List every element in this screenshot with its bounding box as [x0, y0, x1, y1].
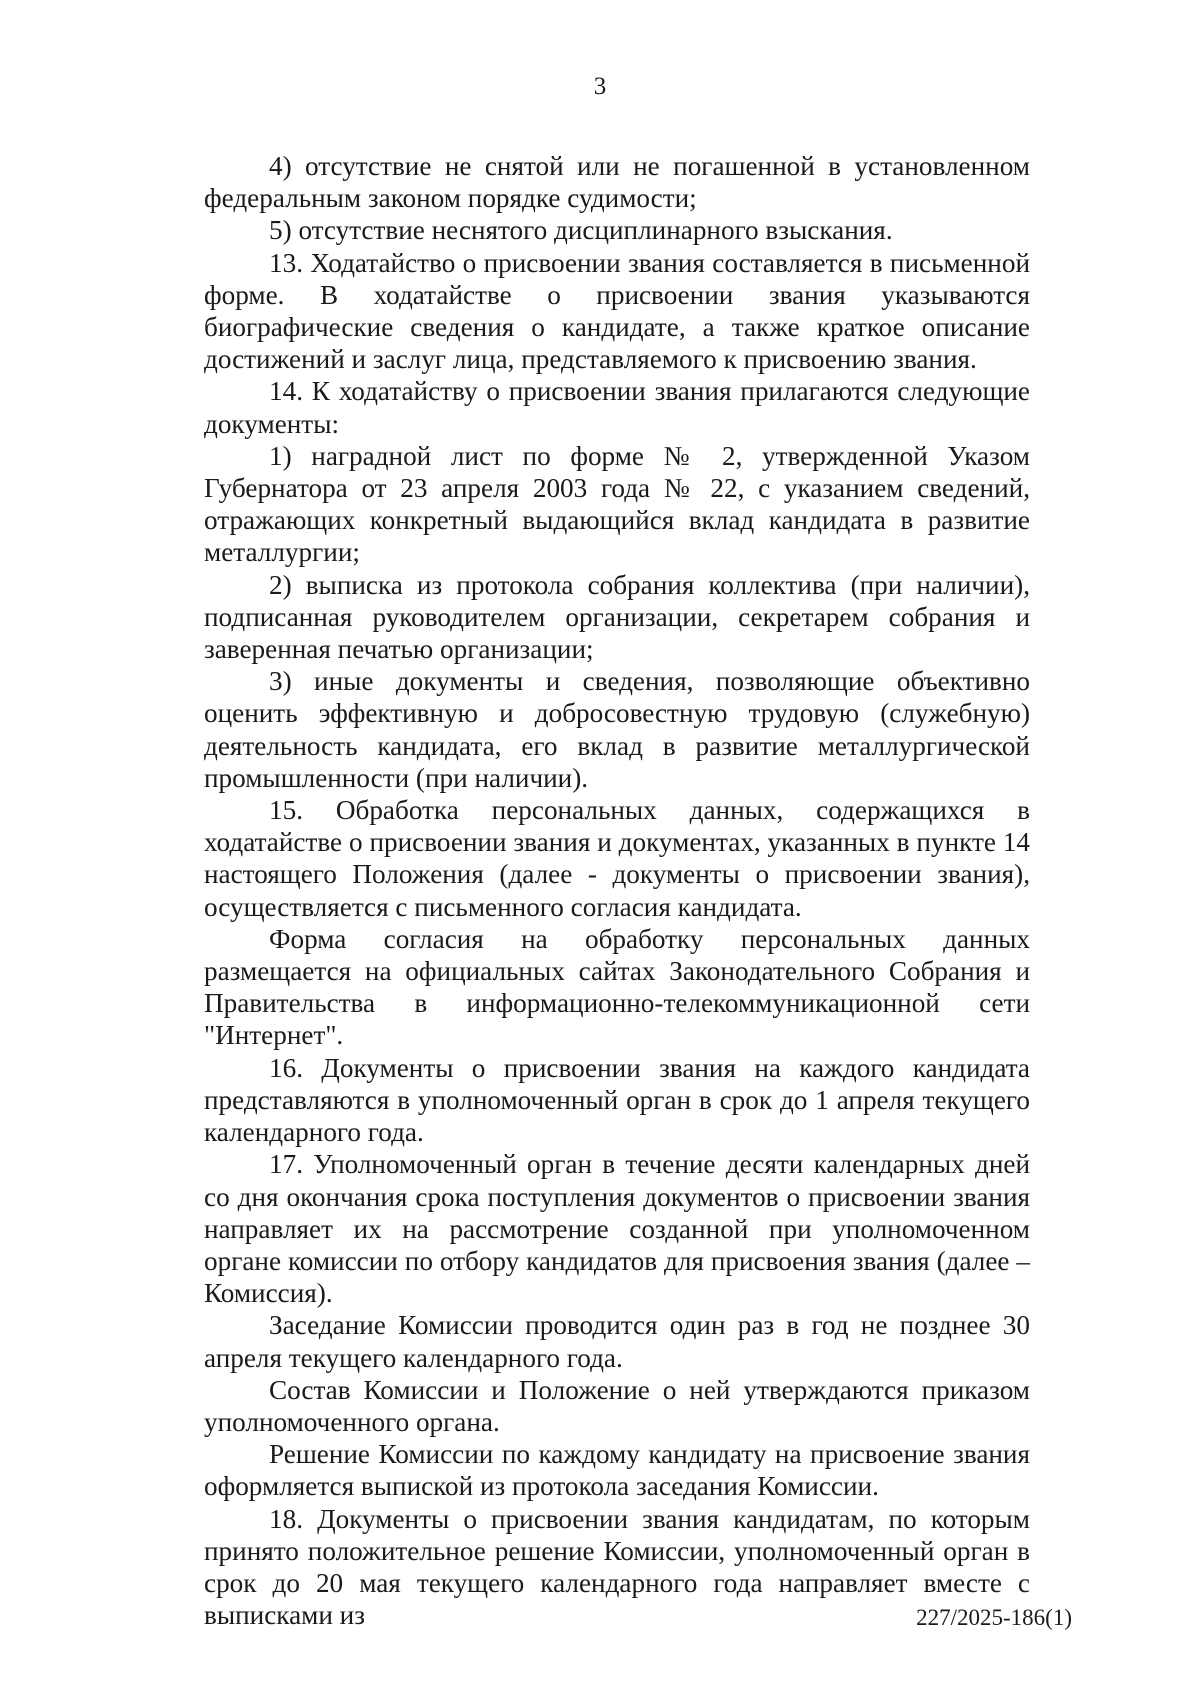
document-body: [204, 150, 1030, 1631]
paragraph-14: 14. К ходатайству о присвоении звания прилагаются следующие документы:: [204, 376, 1030, 439]
page-number: 3: [593, 73, 607, 100]
paragraph-item-5: 5) отсутствие неснятого дисциплинарного взыскания.: [269, 215, 893, 246]
paragraph-16: 16. Документы о присвоении звания на каждого кандидата представляются в уполномоченный орган в срок до 1 апреля текущего календарного года.: [204, 1052, 1030, 1148]
paragraph-18: 18. Документы о присвоении звания кандидатам, по которым принято положительное решение Комиссии, уполномоченный орган в срок до 20 мая текущего календарного года направляет вместе с выписками из: [204, 1503, 1030, 1631]
paragraph-17: 17. Уполномоченный орган в течение десяти календарных дней со дня окончания срока поступления документов о присвоении звания направляет их на рассмотрение созданной при уполномоченном органе комиссии по отбору кандидатов для присвоения звания (далее – Комиссия).: [204, 1149, 1030, 1309]
paragraph-17-meeting: Заседание Комиссии проводится один раз в год не позднее 30 апреля текущего календарного года.: [204, 1310, 1030, 1373]
paragraph-15-consent-form: Форма согласия на обработку персональных данных размещается на официальных сайтах Законодательного Собрания и Правительства в информационно-телекоммуникационной сети "Интернет".: [204, 923, 1030, 1051]
paragraph-14-item-2: 2) выписка из протокола собрания коллектива (при наличии), подписанная руководителем организации, секретарем собрания и заверенная печатью организации;: [204, 569, 1030, 665]
paragraph-14-item-3: 3) иные документы и сведения, позволяющие объективно оценить эффективную и добросовестную трудовую (служебную) деятельность кандидата, его вклад в развитие металлургической промышленности (при наличии).: [204, 666, 1030, 793]
paragraph-13: 13. Ходатайство о присвоении звания составляется в письменной форме. В ходатайстве о присвоении звания указываются биографические сведения о кандидате, а также краткое описание достижений и заслуг лица, представляемого к присвоению звания.: [204, 247, 1030, 375]
paragraph-17-decision: Решение Комиссии по каждому кандидату на присвоение звания оформляется выпиской из протокола заседания Комиссии.: [204, 1439, 1030, 1502]
paragraph-17-composition: Состав Комиссии и Положение о ней утверждаются приказом уполномоченного органа.: [204, 1374, 1030, 1437]
paragraph-15: 15. Обработка персональных данных, содержащихся в ходатайстве о присвоении звания и документах, указанных в пункте 14 настоящего Положения (далее - документы о присвоении звания), осуществляется с письменного согласия кандидата.: [204, 795, 1030, 922]
paragraph-14-item-1: 1) наградной лист по форме № 2, утвержденной Указом Губернатора от 23 апреля 2003 года № 22, с указанием сведений, отражающих конкретный выдающийся вклад кандидата в развитие металлургии;: [204, 440, 1030, 568]
document-code: 227/2025-186(1): [916, 1605, 1072, 1630]
paragraph-item-4: 4) отсутствие не снятой или не погашенной в установленном федеральным законом порядке судимости;: [204, 151, 1030, 214]
